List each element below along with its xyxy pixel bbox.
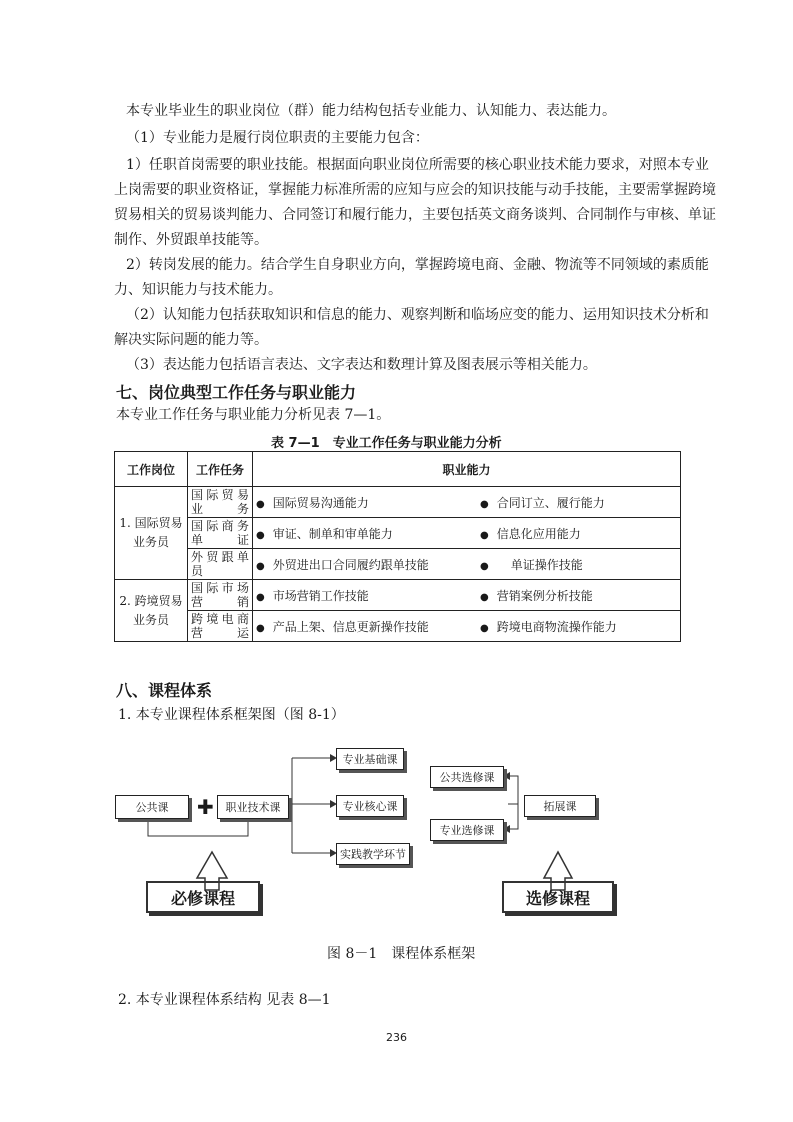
table-row	[115, 611, 681, 642]
ability-cell	[477, 549, 681, 580]
required-courses-box: 必修课程	[146, 881, 260, 913]
section-7-heading: 七、岗位典型工作任务与职业能力	[116, 383, 357, 402]
table-7-1-caption: 表 7—1 专业工作任务与职业能力分析	[271, 436, 502, 451]
ability-cell	[253, 611, 478, 642]
ability-text: 跨境电商物流操作能力	[496, 619, 617, 634]
task-cell: 国际商务单证	[188, 518, 253, 549]
ability-cell	[253, 580, 478, 611]
vocational-course-box: 职业技术课	[217, 795, 289, 819]
paragraph-cognitive-ability-l2: 解决实际问题的能力等。	[114, 332, 268, 348]
section-8-item-2: 2. 本专业课程体系结构 见表 8—1	[118, 992, 331, 1008]
task-cell: 国际贸易业务	[188, 487, 253, 518]
task-cell: 跨境电商营运	[188, 611, 253, 642]
table-header-row	[115, 452, 681, 487]
bullet-icon: ●	[480, 591, 489, 603]
ability-cell	[477, 580, 681, 611]
ability-cell	[253, 487, 478, 518]
bullet-icon: ●	[256, 591, 265, 603]
bullet-icon: ●	[256, 622, 265, 634]
bullet-icon: ●	[480, 622, 489, 634]
ability-text: 市场营销工作技能	[272, 588, 369, 603]
core-course-box: 专业核心课	[336, 795, 404, 817]
bullet-icon: ●	[256, 560, 265, 572]
bullet-icon: ●	[480, 529, 489, 541]
ability-text: 合同订立、履行能力	[496, 495, 605, 510]
paragraph-ability-structure: 本专业毕业生的职业岗位（群）能力结构包括专业能力、认知能力、表达能力。	[126, 103, 616, 119]
bullet-icon: ●	[256, 498, 265, 510]
ability-text: 营销案例分析技能	[496, 588, 593, 603]
ability-text: 国际贸易沟通能力	[272, 495, 369, 510]
ability-text: 产品上架、信息更新操作技能	[272, 619, 429, 634]
public-elective-box: 公共选修课	[430, 766, 504, 788]
table-row	[115, 518, 681, 549]
paragraph-first-job-skill-l1: 1）任职首岗需要的职业技能。根据面向职业岗位所需要的核心职业技术能力要求，对照本专业	[126, 157, 709, 173]
ability-cell	[253, 549, 478, 580]
ability-text: 单证操作技能	[510, 557, 583, 572]
task-ability-table	[114, 451, 681, 642]
ability-text: 信息化应用能力	[496, 526, 581, 541]
bullet-icon: ●	[256, 529, 265, 541]
header-position: 工作岗位	[115, 452, 188, 487]
task-cell: 国际市场营销	[188, 580, 253, 611]
ability-cell	[477, 487, 681, 518]
page-number: 236	[386, 1031, 407, 1044]
paragraph-career-development-l2: 力、知识能力与技术能力。	[114, 282, 282, 298]
position-cell: 2. 跨境贸易业务员	[115, 580, 188, 642]
paragraph-professional-ability: （1）专业能力是履行岗位职责的主要能力包含：	[126, 130, 429, 146]
header-ability: 职业能力	[253, 452, 681, 487]
header-task: 工作任务	[188, 452, 253, 487]
paragraph-cognitive-ability-l1: （2）认知能力包括获取知识和信息的能力、观察判断和临场应变的能力、运用知识技术分析和	[126, 307, 709, 323]
ability-cell	[477, 611, 681, 642]
ability-cell	[253, 518, 478, 549]
task-cell: 外贸跟单员	[188, 549, 253, 580]
paragraph-expression-ability: （3）表达能力包括语言表达、文字表达和数理计算及图表展示等相关能力。	[126, 357, 597, 373]
ability-text: 审证、制单和审单能力	[272, 526, 393, 541]
position-cell: 1. 国际贸易业务员	[115, 487, 188, 580]
bullet-icon: ●	[480, 560, 489, 572]
practice-box: 实践教学环节	[336, 843, 410, 865]
basic-course-box: 专业基础课	[336, 748, 404, 770]
ability-cell	[477, 518, 681, 549]
section-7-intro: 本专业工作任务与职业能力分析见表 7—1。	[116, 407, 391, 423]
section-8-heading: 八、课程体系	[116, 681, 213, 700]
table-row	[115, 580, 681, 611]
paragraph-career-development-l1: 2）转岗发展的能力。结合学生自身职业方向，掌握跨境电商、金融、物流等不同领域的素质能	[126, 257, 709, 273]
section-8-item-1: 1. 本专业课程体系框架图（图 8-1）	[118, 707, 345, 723]
extension-course-box: 拓展课	[524, 795, 596, 817]
ability-text: 外贸进出口合同履约跟单技能	[272, 557, 429, 572]
major-elective-box: 专业选修课	[430, 819, 504, 841]
table-row	[115, 487, 681, 518]
paragraph-first-job-skill-l4: 制作、外贸跟单技能等。	[114, 232, 268, 248]
public-course-box: 公共课	[115, 795, 189, 819]
bullet-icon: ●	[480, 498, 489, 510]
table-row	[115, 549, 681, 580]
paragraph-first-job-skill-l3: 贸易相关的贸易谈判能力、合同签订和履行能力，主要包括英文商务谈判、合同制作与审核、单证	[114, 207, 716, 223]
elective-courses-box: 选修课程	[502, 881, 614, 913]
paragraph-first-job-skill-l2: 上岗需要的职业资格证，掌握能力标准所需的应知与应会的知识技能与动手技能，主要需掌握跨境	[114, 182, 716, 198]
plus-icon: ✚	[197, 795, 214, 819]
figure-8-1-caption: 图 8－1 课程体系框架	[327, 946, 476, 962]
